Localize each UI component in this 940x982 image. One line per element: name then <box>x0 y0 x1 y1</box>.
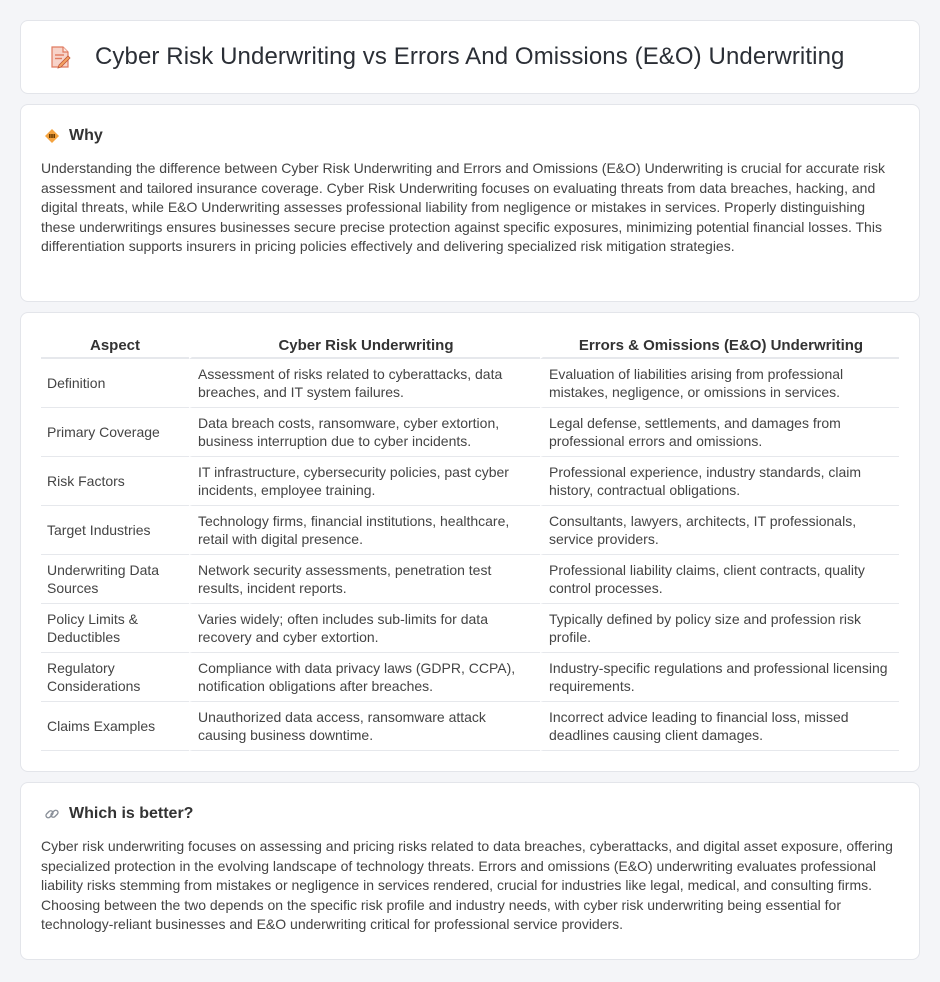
table-row <box>41 457 899 506</box>
row-eo: Incorrect advice leading to financial loss, missed deadlines causing client damages. <box>540 702 899 751</box>
row-aspect: Definition <box>41 359 189 408</box>
row-cyber: IT infrastructure, cybersecurity policies, past cyber incidents, employee training. <box>189 457 540 506</box>
row-aspect: Policy Limits & Deductibles <box>41 604 189 653</box>
row-cyber: Unauthorized data access, ransomware attack causing business downtime. <box>189 702 540 751</box>
table-row <box>41 555 899 604</box>
header-cyber: Cyber Risk Underwriting <box>189 333 540 359</box>
table-row <box>41 653 899 702</box>
row-cyber: Compliance with data privacy laws (GDPR, CCPA), notification obligations after breaches. <box>189 653 540 702</box>
row-eo: Professional liability claims, client contracts, quality control processes. <box>540 555 899 604</box>
row-eo: Professional experience, industry standards, claim history, contractual obligations. <box>540 457 899 506</box>
row-eo: Typically defined by policy size and profession risk profile. <box>540 604 899 653</box>
comparison-table <box>41 333 899 751</box>
better-title: Which is better? <box>69 805 194 822</box>
row-aspect: Regulatory Considerations <box>41 653 189 702</box>
better-heading <box>41 805 899 823</box>
table-header-row <box>41 333 899 359</box>
table-row <box>41 408 899 457</box>
table-row <box>41 702 899 751</box>
row-aspect: Primary Coverage <box>41 408 189 457</box>
which-is-better-section <box>20 782 920 960</box>
row-cyber: Network security assessments, penetration test results, incident reports. <box>189 555 540 604</box>
table-row <box>41 359 899 408</box>
row-eo: Consultants, lawyers, architects, IT professionals, service providers. <box>540 506 899 555</box>
row-cyber: Technology firms, financial institutions, healthcare, retail with digital presence. <box>189 506 540 555</box>
header-aspect: Aspect <box>41 333 189 359</box>
diamond-warning-icon <box>43 127 61 145</box>
why-section <box>20 104 920 302</box>
row-aspect: Target Industries <box>41 506 189 555</box>
link-icon <box>43 805 61 823</box>
document-pen-icon <box>45 42 75 72</box>
row-cyber: Varies widely; often includes sub-limits for data recovery and cyber extortion. <box>189 604 540 653</box>
why-title: Why <box>69 127 103 144</box>
row-cyber: Assessment of risks related to cyberattacks, data breaches, and IT system failures. <box>189 359 540 408</box>
row-aspect: Risk Factors <box>41 457 189 506</box>
header-eo: Errors & Omissions (E&O) Underwriting <box>540 333 899 359</box>
page-title: Cyber Risk Underwriting vs Errors And Omissions (E&O) Underwriting <box>95 43 845 70</box>
row-aspect: Claims Examples <box>41 702 189 751</box>
better-text: Cyber risk underwriting focuses on assessing and pricing risks related to data breaches, cyberattacks, and digital asset exposure, offering specialized protection in the evolving landscape of technology threats. Errors and omissions (E&O) underwriting evaluates professional liability risks stemming from mistakes or negligence in services rendered, crucial for industries like legal, medical, and consulting firms. Choosing between the two depends on the specific risk profile and industry needs, with cyber risk underwriting being essential for technology-reliant businesses and E&O underwriting critical for professional service providers. <box>41 838 893 932</box>
table-row <box>41 604 899 653</box>
row-eo: Evaluation of liabilities arising from professional mistakes, negligence, or omissions in services. <box>540 359 899 408</box>
row-eo: Legal defense, settlements, and damages from professional errors and omissions. <box>540 408 899 457</box>
why-text: Understanding the difference between Cyber Risk Underwriting and Errors and Omissions (E&O) Underwriting is crucial for accurate risk assessment and tailored insurance coverage. Cyber Risk Underwriting focuses on evaluating threats from data breaches, hacking, and digital threats, while E&O Underwriting assesses professional liability from negligence or mistakes in services. Properly distinguishing these underwritings ensures businesses secure precise protection against specific exposures, minimizing potential financial losses. This differentiation supports insurers in pricing policies effectively and delivering specialized risk mitigation strategies. <box>41 160 885 254</box>
title-card <box>20 20 920 94</box>
row-aspect: Underwriting Data Sources <box>41 555 189 604</box>
comparison-table-card <box>20 312 920 772</box>
why-heading <box>41 127 899 145</box>
row-cyber: Data breach costs, ransomware, cyber extortion, business interruption due to cyber incidents. <box>189 408 540 457</box>
table-row <box>41 506 899 555</box>
row-eo: Industry-specific regulations and professional licensing requirements. <box>540 653 899 702</box>
